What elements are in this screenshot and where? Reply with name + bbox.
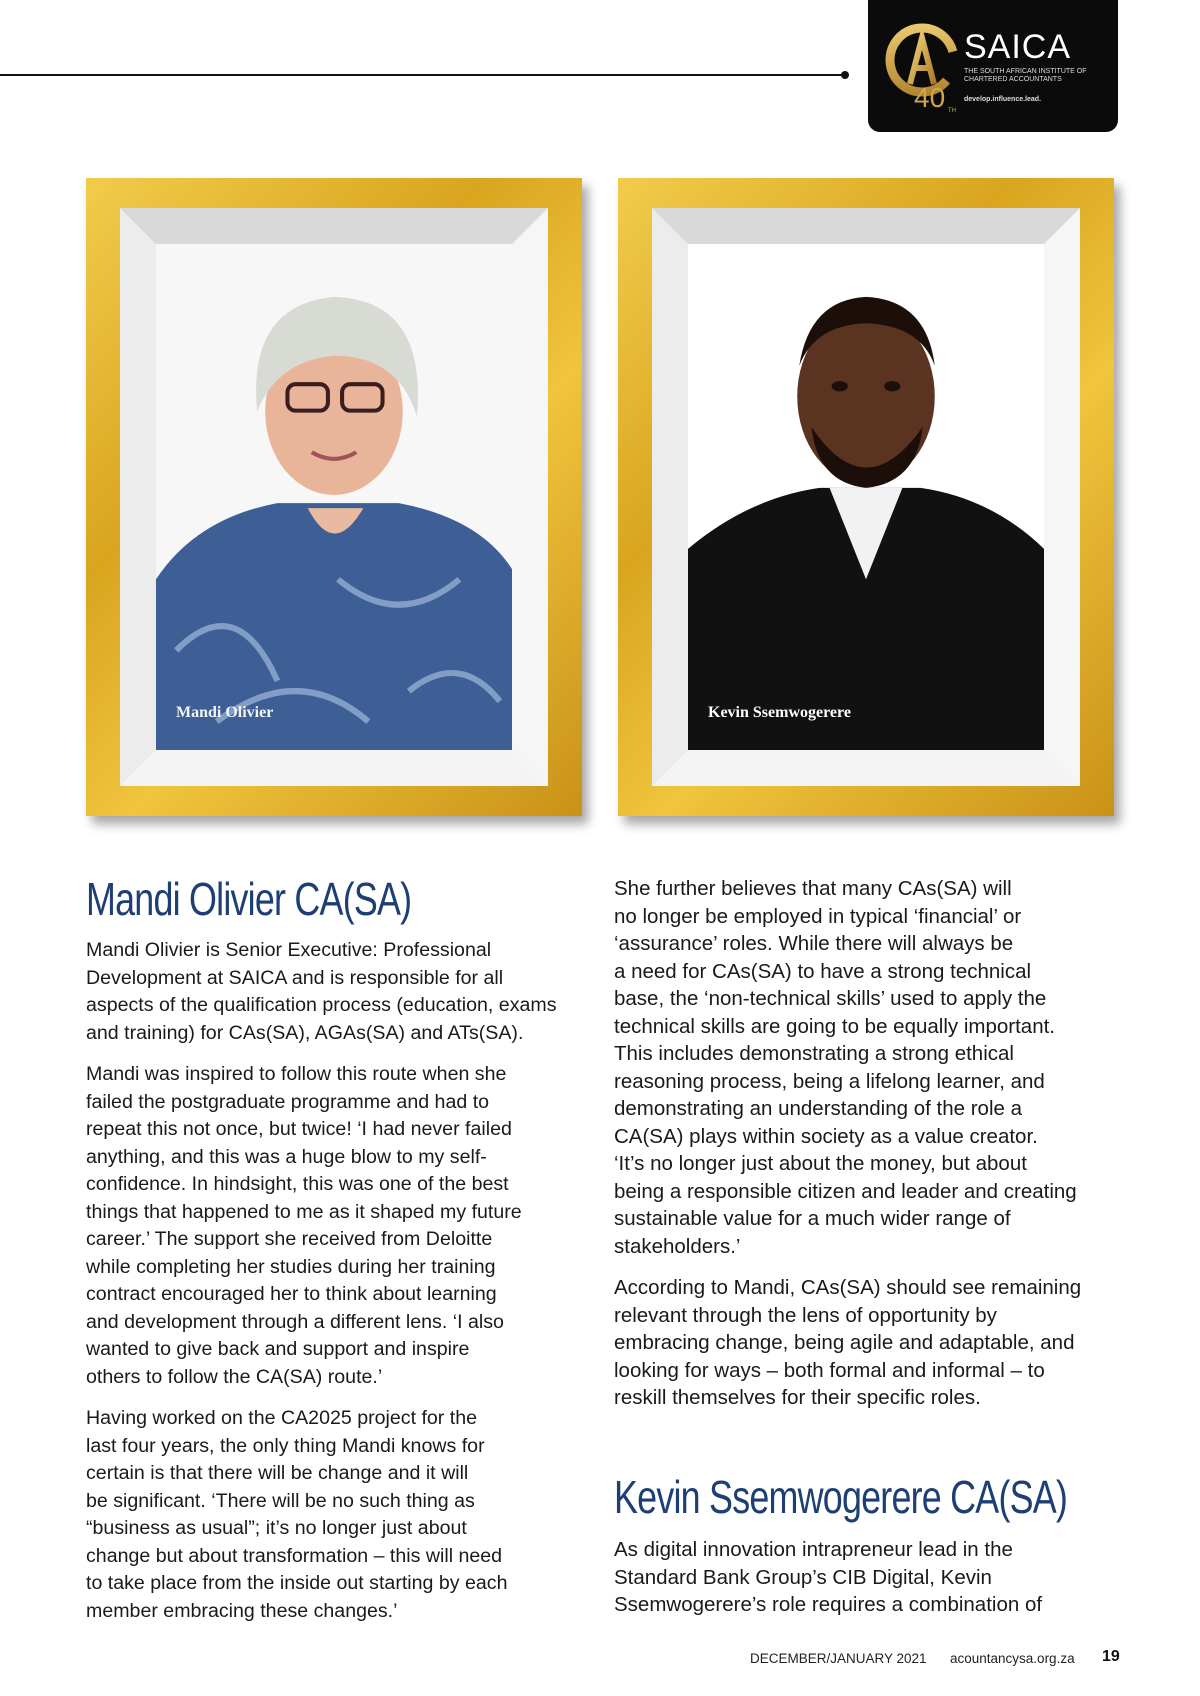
portrait-frame-mandi [86, 178, 582, 816]
portrait-illustration-mandi [156, 244, 512, 750]
logo-brand: SAICA [964, 28, 1072, 66]
paragraph-mandi-ca2025: Having worked on the CA2025 project for the last four years, the only thing Mandi knows for certain is that there will be change and it will be significant. ‘There will be no such thing as “business as usual”; it’s no longer just about change but about transformation – this will need to take place from the inside out starting by each member embracing these changes.’ [86, 1407, 508, 1622]
footer-issue: DECEMBER/JANUARY 2021 [750, 1651, 927, 1666]
portrait-mat [120, 208, 548, 786]
header-rule [0, 74, 845, 76]
portrait-photo-mandi [156, 244, 512, 750]
heading-mandi: Mandi Olivier CA(SA) [86, 873, 412, 925]
page-number: 19 [1102, 1648, 1120, 1665]
portrait-mat [652, 208, 1080, 786]
portrait-frame-kevin [618, 178, 1114, 816]
logo-tagline: develop.influence.lead. [964, 96, 1042, 103]
paragraph-mandi-beliefs: She further believes that many CAs(SA) will no longer be employed in typical ‘financial’ or ‘assurance’ roles. While there will always be a need for CAs(SA) to have a strong technical base, the ‘non-technical skills’ used to apply the technical skills are going to be equally important. This includes demonstrating a strong ethical reasoning process, being a lifelong learner, and demonstrating an understanding of the role a CA(SA) plays within society as a value creator. ‘It’s no longer just about the money, but about being a responsible citizen and leader and creating sustainable value for a much wider range of stakeholders.’ [614, 877, 1077, 1258]
paragraph-mandi-relevance: According to Mandi, CAs(SA) should see remaining relevant through the lens of opportunity by embracing change, being agile and adaptable, and looking for ways – both formal and informal – to reskill themselves for their specific roles. [614, 1276, 1082, 1409]
portrait-illustration-kevin [688, 244, 1044, 750]
portrait-caption-kevin: Kevin Ssemwogerere [708, 704, 851, 721]
logo-anniversary: 40 [914, 82, 946, 113]
portrait-photo-kevin [688, 244, 1044, 750]
column-left [86, 937, 606, 1639]
column-right-kevin [614, 1536, 1134, 1633]
paragraph-kevin-intro: As digital innovation intrapreneur lead in the Standard Bank Group’s CIB Digital, Kevin Ssemwogerere’s role requires a combination of [614, 1538, 1043, 1616]
header-rule-dot [841, 71, 849, 79]
saica-logo [868, 0, 1118, 132]
column-right [614, 875, 1134, 1426]
paragraph-mandi-inspiration: Mandi was inspired to follow this route when she failed the postgraduate programme and had to repeat this not once, but twice! ‘I had never failed anything, and this was a huge blow to my self- confidence. In hindsight, this was one of the best things that happened to me as it shaped my future career.’ The support she received from Deloitte while completing her studies during her training contract encouraged her to think about learning and development through a different lens. ‘I also wanted to give back and support and inspire others to follow the CA(SA) route.’ [86, 1063, 522, 1388]
logo-anniversary-suffix: TH [948, 108, 956, 114]
heading-kevin: Kevin Ssemwogerere CA(SA) [614, 1471, 1068, 1523]
footer-website[interactable]: acountancysa.org.za [950, 1651, 1075, 1666]
paragraph-mandi-intro: Mandi Olivier is Senior Executive: Professional Development at SAICA and is responsible for all aspects of the qualification process (education, exams and training) for CAs(SA), AGAs(SA) and ATs(SA). [86, 939, 557, 1044]
logo-subtitle: THE SOUTH AFRICAN INSTITUTE OF CHARTERED ACCOUNTANTS [964, 68, 1087, 83]
portrait-caption-mandi: Mandi Olivier [176, 704, 274, 721]
